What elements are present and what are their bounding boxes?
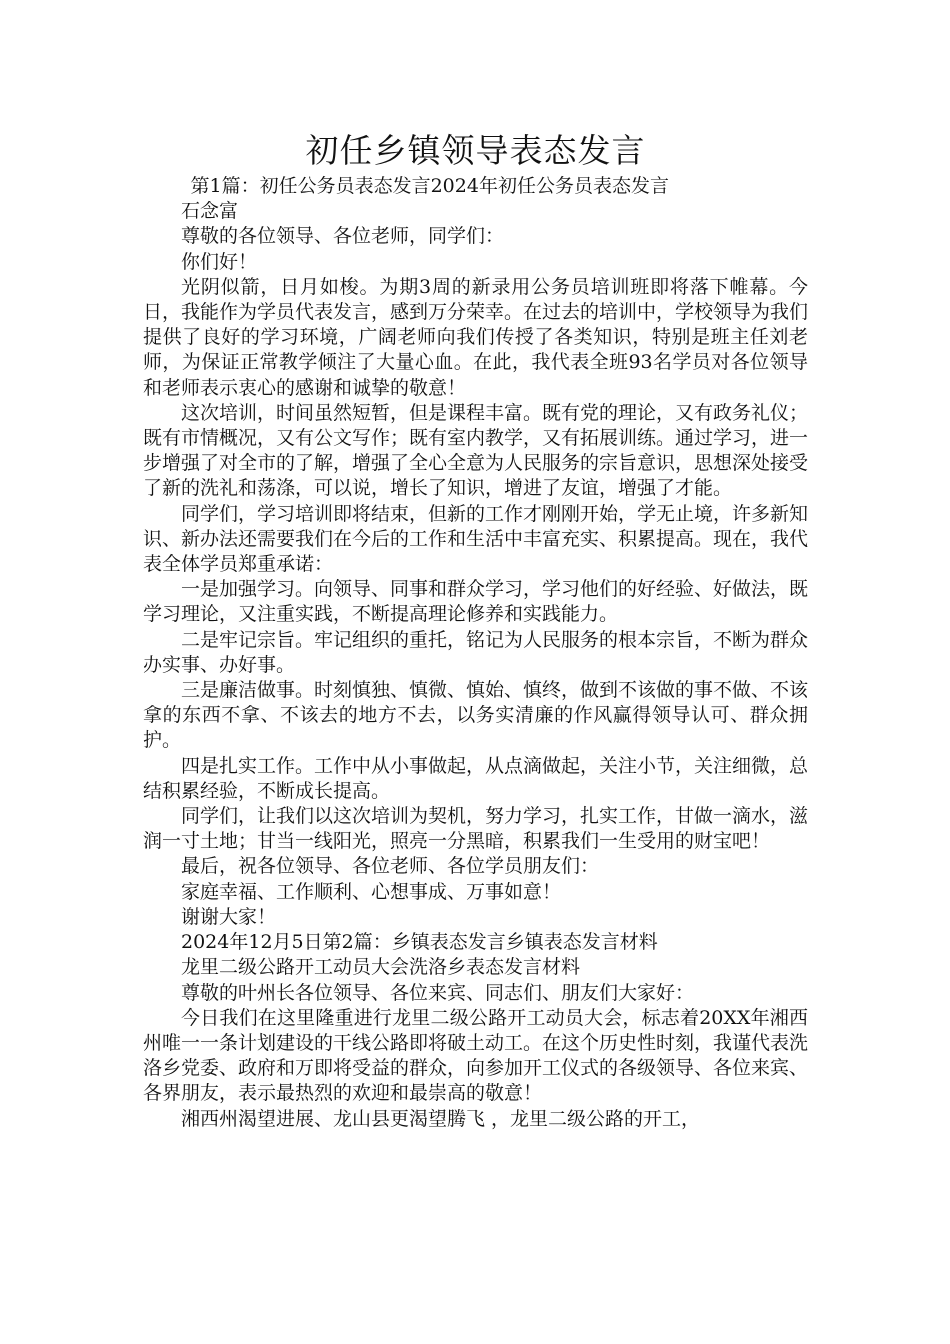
paragraph: 三是廉洁做事。时刻慎独、慎微、慎始、慎终，做到不该做的事不做、不该拿的东西不拿、不该去的地方不去，以务实清廉的作风赢得领导认可、群众拥护。 [143,679,809,752]
paragraph: 这次培训，时间虽然短暂，但是课程丰富。既有党的理论，又有政务礼仪；既有市情概况，又有公文写作；既有室内教学，又有拓展训练。通过学习，进一步增强了对全市的了解，增强了全心全意为人民服务的宗旨意识，思想深处接受了新的洗礼和荡涤，可以说，增长了知识，增进了友谊，增强了才能。 [143,401,809,500]
paragraph: 湘西州渴望进展、龙山县更渴望腾飞 ，龙里二级公路的开工， [181,1107,701,1130]
greeting: 你们好！ [181,250,258,273]
paragraph: 家庭幸福、工作顺利、心想事成、万事如意！ [181,880,562,903]
paragraph: 最后，祝各位领导、各位老师、各位学员朋友们： [181,855,600,878]
document-page [143,128,808,1132]
paragraph: 谢谢大家！ [181,905,277,928]
author-line: 石念富 [181,200,239,223]
paragraph: 同学们，让我们以这次培训为契机，努力学习，扎实工作，甘做一滴水，滋润一寸土地；甘当一线阳光，照亮一分黑暗，积累我们一生受用的财宝吧！ [143,805,809,853]
paragraph: 今日我们在这里隆重进行龙里二级公路开工动员大会，标志着20XX年湘西州唯一一条计划建设的干线公路即将破土动工。在这个历史性时刻，我谨代表洗洛乡党委、政府和万即将受益的群众，向参加开工仪式的各级领导、各位来宾、各界朋友，表示最热烈的欢迎和最崇高的敬意！ [143,1006,809,1105]
paragraph: 同学们，学习培训即将结束，但新的工作才刚刚开始，学无止境，许多新知识、新办法还需要我们在今后的工作和生活中丰富充实、积累提高。现在，我代表全体学员郑重承诺： [143,502,809,576]
salutation: 尊敬的叶州长各位领导、各位来宾、同志们、朋友们大家好： [181,981,695,1004]
section-heading: 第1篇：初任公务员表态发言2024年初任公务员表态发言 [190,175,669,197]
section-heading: 2024年12月5日第2篇：乡镇表态发言乡镇表态发言材料 [181,931,658,954]
document-title: 初任乡镇领导表态发言 [305,131,646,170]
paragraph: 二是牢记宗旨。牢记组织的重托，铭记为人民服务的根本宗旨，不断为群众办实事、办好事。 [143,628,809,676]
document-body [143,174,808,1132]
paragraph: 四是扎实工作。工作中从小事做起，从点滴做起，关注小节，关注细微，总结积累经验，不断成长提高。 [143,754,809,802]
paragraph: 一是加强学习。向领导、同事和群众学习，学习他们的好经验、好做法，既学习理论，又注重实践，不断提高理论修养和实践能力。 [143,578,809,626]
section-subtitle: 龙里二级公路开工动员大会洗洛乡表态发言材料 [181,956,581,979]
paragraph: 光阴似箭，日月如梭。为期3周的新录用公务员培训班即将落下帷幕。今日，我能作为学员代表发言，感到万分荣幸。在过去的培训中，学校领导为我们提供了良好的学习环境，广阔老师向我们传授了各类知识，特别是班主任刘老师，为保证正常教学倾注了大量心血。在此，我代表全班93名学员对各位领导和老师表示衷心的感谢和诚挚的敬意！ [143,275,809,399]
salutation: 尊敬的各位领导、各位老师，同学们： [181,225,505,248]
